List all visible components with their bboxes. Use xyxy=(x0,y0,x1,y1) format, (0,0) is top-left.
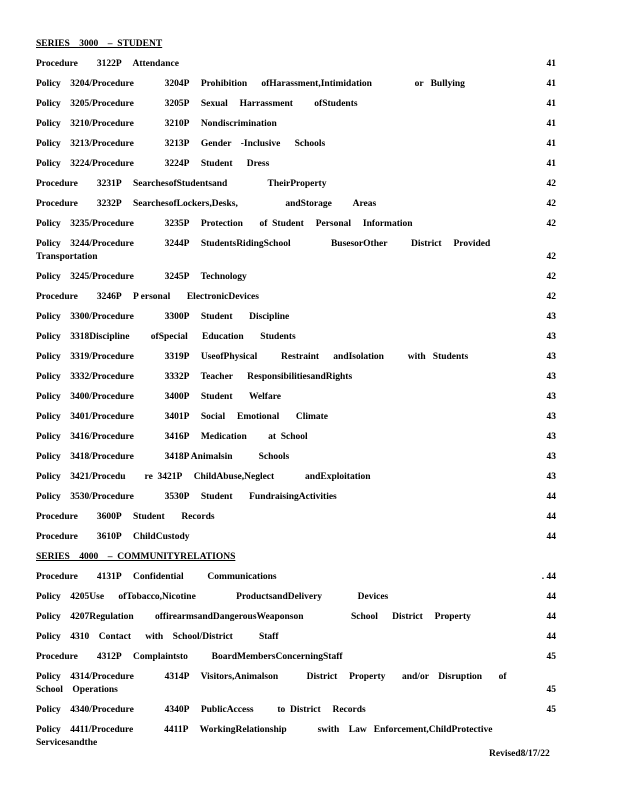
toc-entry-title-continued: Transportation xyxy=(36,252,98,262)
toc-entry-title: Policy 3224/Procedure 3224P Student Dress xyxy=(36,159,270,169)
toc-entry xyxy=(36,490,556,510)
toc-entry-page-number: 44 xyxy=(546,512,556,522)
toc-entry-title-continued: Servicesandthe xyxy=(36,738,98,748)
toc-entry-page-number: 41 xyxy=(546,159,556,169)
toc-entry-title: Policy 3416/Procedure 3416P Medication at School xyxy=(36,432,308,442)
toc-entry-page-number: 43 xyxy=(546,392,556,402)
toc-entry-page-number: 43 xyxy=(546,412,556,422)
toc-entry xyxy=(36,270,556,290)
toc-entry-title: Policy 4314/Procedure 4314P Visitors,Animalson District Property and/or Disruption of xyxy=(36,672,507,682)
toc-entry-page-number: 43 xyxy=(546,372,556,382)
toc-entry xyxy=(36,310,556,330)
toc-entry xyxy=(36,450,556,470)
toc-entry xyxy=(36,650,556,670)
toc-entry xyxy=(36,290,556,310)
toc-entry-title: Procedure 4312P Complaintsto BoardMembersConcerningStaff xyxy=(36,652,343,662)
toc-entry-title-continued: School Operations xyxy=(36,685,118,695)
toc-entry-page-number: 43 xyxy=(546,352,556,362)
toc-entry-page-number: 41 xyxy=(546,99,556,109)
toc-entry xyxy=(36,390,556,410)
toc-entry-title: Policy 3235/Procedure 3235P Protection of Student Personal Information xyxy=(36,219,413,229)
series-3000-heading: SERIES 3000 – STUDENT xyxy=(36,39,163,49)
series-3000-list xyxy=(36,57,556,550)
revision-date: Revised8/17/22 xyxy=(489,749,550,759)
toc-entry-title: Policy 3332/Procedure 3332P Teacher ResponsibilitiesandRights xyxy=(36,372,353,382)
toc-entry-title: Policy 3401/Procedure 3401P Social Emotional Climate xyxy=(36,412,329,422)
toc-entry-page-number: 45 xyxy=(546,685,556,695)
toc-entry-page-number: 45 xyxy=(546,705,556,715)
toc-entry-page-number: 42 xyxy=(546,219,556,229)
toc-entry-page-number: 43 xyxy=(546,452,556,462)
toc-entry-title: Policy 3205/Procedure 3205P Sexual Harrassment ofStudents xyxy=(36,99,358,109)
toc-entry-page-number: 41 xyxy=(546,79,556,89)
toc-entry xyxy=(36,97,556,117)
toc-entry-title: Policy 3319/Procedure 3319P UseofPhysical Restraint andIsolation with Students xyxy=(36,352,469,362)
toc-entry-title: Policy 3210/Procedure 3210P Nondiscrimination xyxy=(36,119,277,129)
table-of-contents xyxy=(36,37,556,756)
toc-entry-title: Policy 3244/Procedure 3244P StudentsRidingSchool BusesorOther District Provided xyxy=(36,239,491,249)
toc-entry-title: Policy 4205Use ofTobacco,Nicotine ProductsandDelivery Devices xyxy=(36,592,389,602)
toc-entry xyxy=(36,350,556,370)
toc-entry xyxy=(36,510,556,530)
toc-entry-title: Policy 3421/Procedu re 3421P ChildAbuse,Neglect andExploitation xyxy=(36,472,371,482)
toc-entry-page-number: . 44 xyxy=(541,572,556,582)
toc-entry-page-number: 42 xyxy=(546,199,556,209)
series-4000-heading: SERIES 4000 – COMMUNITYRELATIONS xyxy=(36,552,236,562)
toc-entry xyxy=(36,237,556,270)
toc-entry xyxy=(36,217,556,237)
toc-entry-title: Policy 3245/Procedure 3245P Technology xyxy=(36,272,247,282)
toc-entry-page-number: 43 xyxy=(546,332,556,342)
toc-entry-title: Procedure 3610P ChildCustody xyxy=(36,532,190,542)
toc-entry-page-number: 43 xyxy=(546,312,556,322)
toc-entry-title: Procedure 3231P SearchesofStudentsand TheirProperty xyxy=(36,179,327,189)
toc-entry xyxy=(36,703,556,723)
toc-entry xyxy=(36,530,556,550)
toc-entry-title: Policy 4207Regulation offirearmsandDangerousWeaponson School District Property xyxy=(36,612,471,622)
toc-entry-page-number: 44 xyxy=(546,612,556,622)
toc-entry-title: Policy 3204/Procedure 3204P Prohibition ofHarassment,Intimidation or Bullying xyxy=(36,79,465,89)
toc-entry xyxy=(36,57,556,77)
toc-entry-title: Policy 3213/Procedure 3213P Gender -Inclusive Schools xyxy=(36,139,326,149)
toc-entry xyxy=(36,410,556,430)
toc-entry xyxy=(36,177,556,197)
toc-entry xyxy=(36,723,556,756)
toc-entry-page-number: 42 xyxy=(546,272,556,282)
toc-entry-page-number: 42 xyxy=(546,252,556,262)
toc-entry-title: Procedure 3122P Attendance xyxy=(36,59,179,69)
toc-entry-title: Policy 3300/Procedure 3300P Student Discipline xyxy=(36,312,290,322)
toc-entry xyxy=(36,590,556,610)
toc-entry-page-number: 45 xyxy=(546,652,556,662)
toc-entry-title: Policy 4310 Contact with School/District Staff xyxy=(36,632,279,642)
toc-entry-title: Policy 3318Discipline ofSpecial Education Students xyxy=(36,332,296,342)
toc-entry xyxy=(36,470,556,490)
toc-entry-page-number: 44 xyxy=(546,592,556,602)
toc-entry xyxy=(36,570,556,590)
toc-entry-title: Policy 3530/Procedure 3530P Student FundraisingActivities xyxy=(36,492,337,502)
toc-entry-title: Policy 3400/Procedure 3400P Student Welfare xyxy=(36,392,281,402)
toc-entry xyxy=(36,670,556,703)
toc-entry-title: Procedure 3600P Student Records xyxy=(36,512,215,522)
toc-entry-title: Procedure 4131P Confidential Communications xyxy=(36,572,277,582)
toc-entry xyxy=(36,430,556,450)
toc-entry xyxy=(36,370,556,390)
toc-entry xyxy=(36,630,556,650)
toc-entry xyxy=(36,157,556,177)
toc-entry xyxy=(36,117,556,137)
toc-entry-page-number: 44 xyxy=(546,632,556,642)
toc-entry-title: Procedure 3246P P ersonal ElectronicDevices xyxy=(36,292,259,302)
toc-entry-page-number: 42 xyxy=(546,179,556,189)
toc-entry-page-number: 42 xyxy=(546,292,556,302)
toc-entry-page-number: 41 xyxy=(546,59,556,69)
toc-entry xyxy=(36,197,556,217)
series-4000-list xyxy=(36,570,556,756)
toc-entry xyxy=(36,610,556,630)
toc-entry-page-number: 44 xyxy=(546,532,556,542)
toc-entry-page-number: 43 xyxy=(546,472,556,482)
toc-entry-title: Procedure 3232P SearchesofLockers,Desks, andStorage Areas xyxy=(36,199,377,209)
toc-entry-page-number: 43 xyxy=(546,432,556,442)
toc-entry-title: Policy 3418/Procedure 3418P Animalsin Schools xyxy=(36,452,290,462)
toc-entry-page-number: 41 xyxy=(546,139,556,149)
toc-entry xyxy=(36,330,556,350)
toc-entry-title: Policy 4411/Procedure 4411P WorkingRelationship swith Law Enforcement,ChildProtective xyxy=(36,725,493,735)
toc-entry-page-number: 44 xyxy=(546,492,556,502)
toc-entry-page-number: 41 xyxy=(546,119,556,129)
toc-entry-title: Policy 4340/Procedure 4340P PublicAccess to District Records xyxy=(36,705,366,715)
toc-entry xyxy=(36,137,556,157)
toc-entry xyxy=(36,77,556,97)
